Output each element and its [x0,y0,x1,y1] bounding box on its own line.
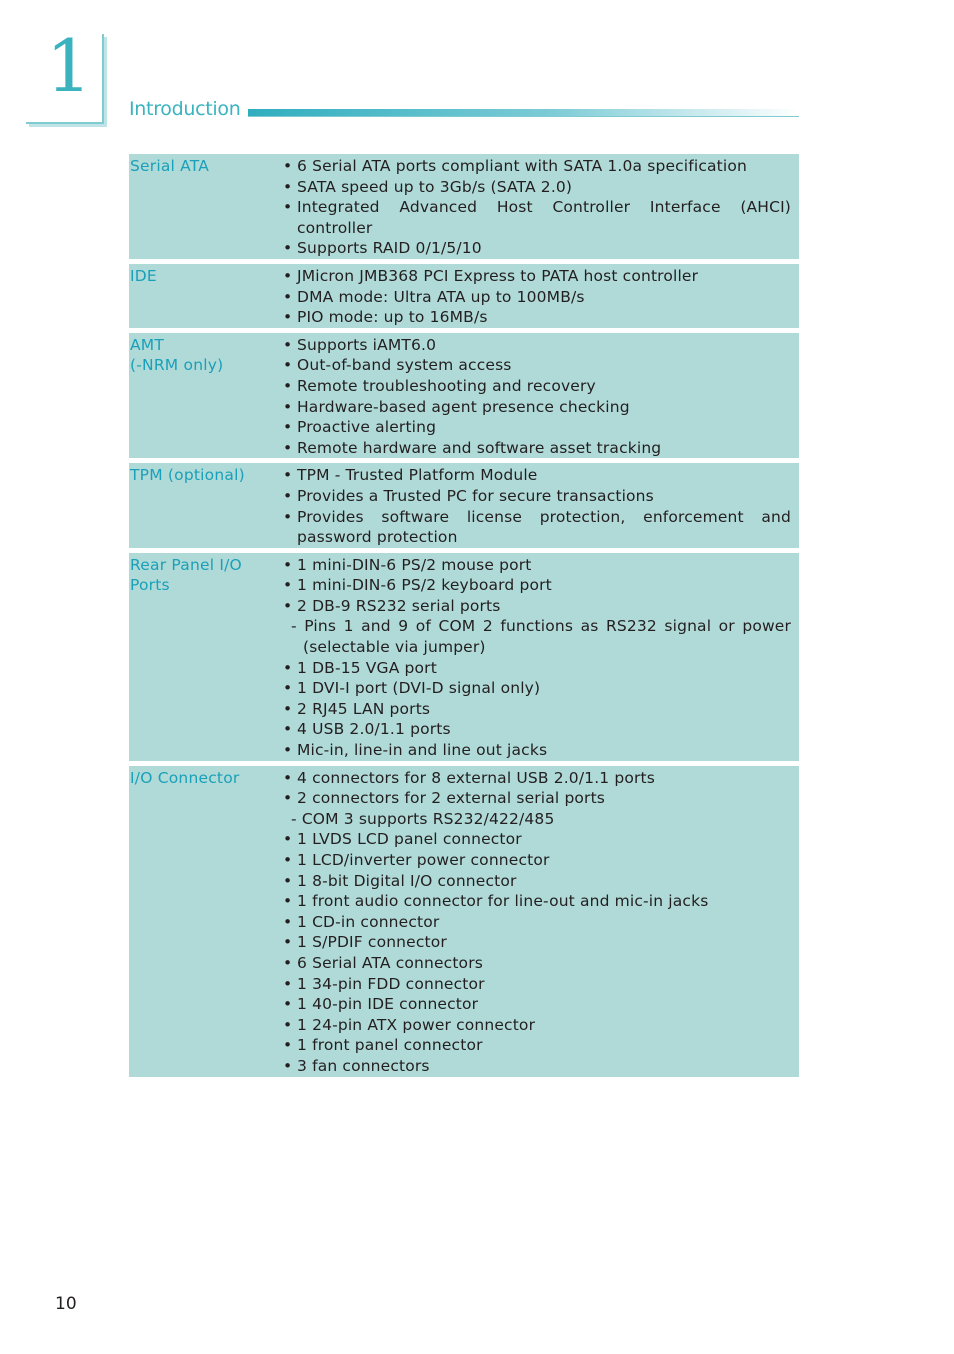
spec-item: • Remote hardware and software asset tracking [283,438,791,459]
spec-item: • 6 Serial ATA ports compliant with SATA 1.0a specification [283,156,791,177]
spec-item: • 3 fan connectors [283,1056,791,1077]
spec-item: • TPM - Trusted Platform Module [283,465,791,486]
spec-item-list [283,264,799,328]
spec-item-list [283,154,799,259]
spec-label [129,463,283,547]
spec-item: • Remote troubleshooting and recovery [283,376,791,397]
spec-item: • Provides software license protection, enforcement and password protection [283,507,791,548]
chapter-title: Introduction [129,98,241,120]
spec-label [129,553,283,761]
spec-item: • Supports iAMT6.0 [283,335,791,356]
spec-item: • 1 8-bit Digital I/O connector [283,871,791,892]
spec-label-line: TPM (optional) [130,466,245,485]
spec-item: • Integrated Advanced Host Controller Interface (AHCI) controller [283,197,791,238]
spec-item: • 1 LCD/inverter power connector [283,850,791,871]
spec-item: • 1 mini-DIN-6 PS/2 mouse port [283,555,791,576]
spec-item: • 1 mini-DIN-6 PS/2 keyboard port [283,575,791,596]
spec-item-list [283,333,799,459]
spec-label-line: AMT [130,335,165,354]
spec-row [129,154,799,259]
spec-item: • 6 Serial ATA connectors [283,953,791,974]
spec-label-line: IDE [130,266,157,285]
spec-item: • 2 connectors for 2 external serial ports [283,788,791,809]
spec-item: • Provides a Trusted PC for secure transactions [283,486,791,507]
chapter-number: 1 [46,24,92,108]
spec-item: • 4 connectors for 8 external USB 2.0/1.1 ports [283,768,791,789]
spec-subitem: - COM 3 supports RS232/422/485 [291,809,555,828]
spec-item-list [283,553,799,761]
spec-item: • Out-of-band system access [283,355,791,376]
spec-label-line: Rear Panel I/O [130,555,242,574]
spec-item: • 1 DVI-I port (DVI-D signal only) [283,678,791,699]
spec-item: • 1 CD-in connector [283,912,791,933]
spec-item: • 4 USB 2.0/1.1 ports [283,719,791,740]
spec-item: • 2 RJ45 LAN ports [283,699,791,720]
spec-row [129,264,799,328]
spec-item: • SATA speed up to 3Gb/s (SATA 2.0) [283,177,791,198]
spec-item: • 1 34-pin FDD connector [283,974,791,995]
spec-label-line: (-NRM only) [130,356,224,375]
spec-label [129,264,283,328]
spec-item: • 1 40-pin IDE connector [283,994,791,1015]
spec-item: • PIO mode: up to 16MB/s [283,307,791,328]
spec-item: • JMicron JMB368 PCI Express to PATA host controller [283,266,791,287]
spec-item: • 1 front panel connector [283,1035,791,1056]
spec-item: • Proactive alerting [283,417,791,438]
spec-item-list [283,766,799,1077]
spec-item: • 1 LVDS LCD panel connector [283,829,791,850]
spec-item: • Mic-in, line-in and line out jacks [283,740,791,761]
title-decoration-line [248,116,799,117]
spec-label [129,333,283,459]
spec-item-list [283,463,799,547]
spec-subitem: - Pins 1 and 9 of COM 2 functions as RS232 signal or power (selectable via jumper) [291,617,791,657]
spec-item: • Hardware-based agent presence checking [283,397,791,418]
spec-row [129,333,799,459]
spec-row [129,766,799,1077]
spec-item: • 1 S/PDIF connector [283,932,791,953]
spec-item: • DMA mode: Ultra ATA up to 100MB/s [283,287,791,308]
spec-item: • 1 DB-15 VGA port [283,658,791,679]
spec-label-line: Serial ATA [130,157,210,175]
spec-item: • 1 front audio connector for line-out and mic-in jacks [283,891,791,912]
spec-row [129,553,799,761]
page-number: 10 [55,1294,77,1314]
specifications-table [129,154,799,1082]
spec-label-line: I/O Connector [130,768,240,787]
spec-item: • 1 24-pin ATX power connector [283,1015,791,1036]
spec-row [129,463,799,547]
spec-label [129,766,283,1077]
spec-label [129,154,283,259]
title-decoration-bar [248,109,799,116]
spec-item: • Supports RAID 0/1/5/10 [283,238,791,259]
spec-item: • 2 DB-9 RS232 serial ports [283,596,791,617]
spec-label-line: Ports [130,576,170,595]
